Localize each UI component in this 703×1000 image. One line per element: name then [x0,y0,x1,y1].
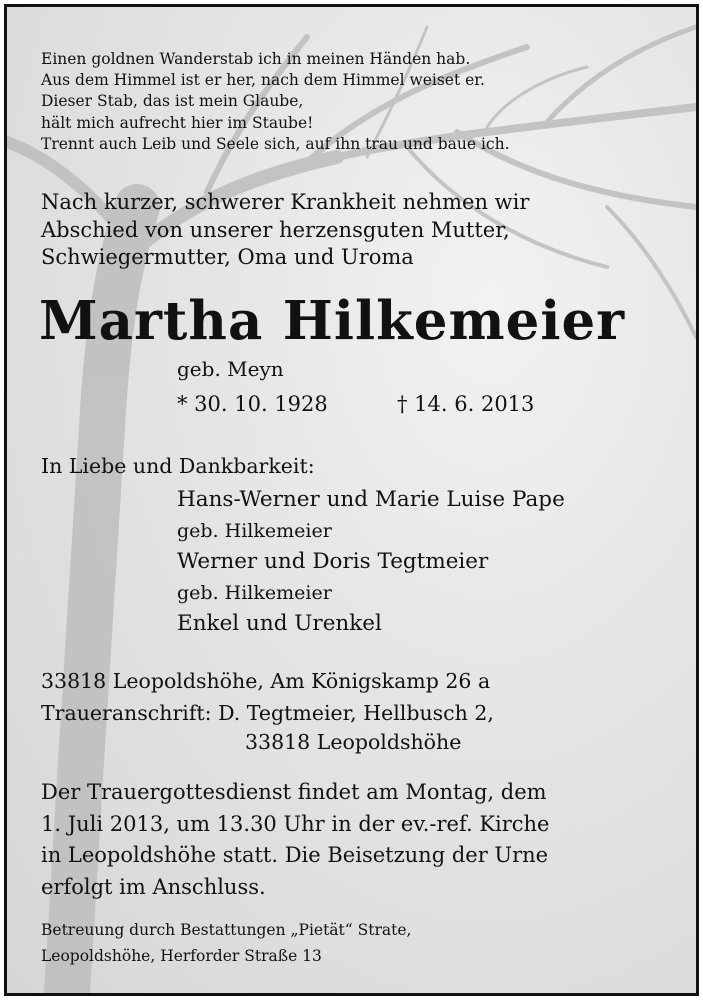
birth-name: geb. Meyn [177,357,284,381]
poem-line: Aus dem Himmel ist er her, nach dem Himmel weiset er. [41,71,485,90]
family-member: Werner und Doris Tegtmeier [177,549,489,574]
family-heading: In Liebe und Dankbarkeit: [41,454,315,478]
intro-text [41,189,529,272]
death-date: † 14. 6. 2013 [397,392,535,416]
birth-date: * 30. 10. 1928 [177,392,328,416]
service-line: 1. Juli 2013, um 13.30 Uhr in der ev.-ref. Kirche [41,811,550,836]
intro-line: Schwiegermutter, Oma und Uroma [41,245,414,269]
family-member: Hans-Werner und Marie Luise Pape [177,487,565,512]
mourning-address-city: 33818 Leopoldshöhe [245,730,462,754]
service-line: erfolgt im Anschluss. [41,874,266,899]
family-member: Enkel und Urenkel [177,611,382,636]
home-address: 33818 Leopoldshöhe, Am Königskamp 26 a [41,669,491,693]
service-line: Der Trauergottesdienst findet am Montag, dem [41,780,547,804]
deceased-name: Martha Hilkemeier [39,290,626,352]
mourning-address: Traueranschrift: D. Tegtmeier, Hellbusch 2, [41,701,494,725]
service-line: in Leopoldshöhe statt. Die Beisetzung der Urne [41,843,549,867]
intro-line: Nach kurzer, schwerer Krankheit nehmen wir [41,190,530,214]
poem-line: hält mich aufrecht hier im Staube! [41,113,314,132]
poem-line: Trennt auch Leib und Seele sich, auf ihn trau und baue ich. [41,134,510,153]
obituary-content [7,7,696,993]
poem [41,49,510,155]
funeral-home-notice [41,917,411,969]
family-member-birth-name: geb. Hilkemeier [177,582,332,604]
funeral-home-line: Leopoldshöhe, Herforder Straße 13 [41,947,322,965]
poem-line: Einen goldnen Wanderstab ich in meinen Händen hab. [41,50,471,68]
family-member-birth-name: geb. Hilkemeier [177,520,332,542]
intro-line: Abschied von unserer herzensguten Mutter, [41,217,510,242]
poem-line: Dieser Stab, das ist mein Glaube, [41,92,304,111]
funeral-home-line: Betreuung durch Bestattungen „Pietät“ Strate, [41,921,412,939]
service-notice [41,777,549,903]
obituary-frame [4,4,699,996]
